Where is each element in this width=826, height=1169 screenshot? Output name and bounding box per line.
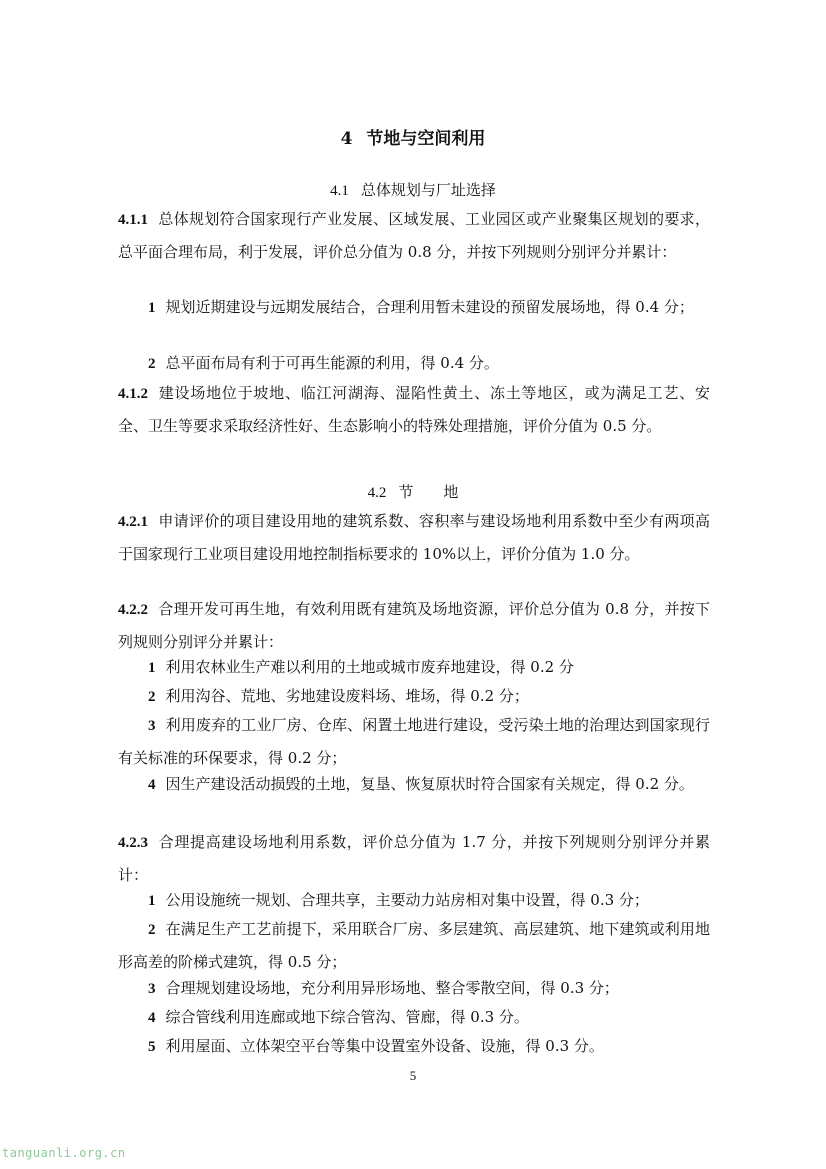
item-text: 规划近期建设与远期发展结合，合理利用暂未建设的预留发展场地，得 0.4 分； xyxy=(165,298,694,316)
item-text: 总平面布局有利于可再生能源的利用，得 0.4 分。 xyxy=(165,354,499,372)
clause-text: 合理开发可再生地，有效利用既有建筑及场地资源，评价总分值为 0.8 分，并按下列规则分别评分并累计： xyxy=(118,600,710,651)
clause-4-2-3-item-3 xyxy=(118,973,710,1006)
clause-number: 4.2.3 xyxy=(118,835,148,851)
item-text: 因生产建设活动损毁的土地，复垦、恢复原状时符合国家有关规定，得 0.2 分。 xyxy=(165,775,694,793)
item-text: 利用废弃的工业厂房、仓库、闲置土地进行建设，受污染土地的治理达到国家现行有关标准的环保要求，得 0.2 分； xyxy=(118,716,710,767)
clause-4-2-3-item-1 xyxy=(118,885,710,918)
chapter-number: 4 xyxy=(340,129,353,149)
section-number: 4.2 xyxy=(367,485,387,501)
item-text: 公用设施统一规划、合理共享，主要动力站房相对集中设置，得 0.3 分； xyxy=(165,891,649,909)
clause-4-2-3-item-4 xyxy=(118,1002,710,1035)
clause-4-2-3-item-2 xyxy=(118,914,710,978)
item-number: 2 xyxy=(148,356,156,372)
item-number: 1 xyxy=(148,300,156,316)
clause-4-2-3 xyxy=(118,827,710,891)
item-number: 5 xyxy=(148,1039,156,1055)
page-number: 5 xyxy=(409,1068,417,1083)
item-text: 合理规划建设场地，充分利用异形场地、整合零散空间，得 0.3 分； xyxy=(165,979,619,997)
section-title: 节 地 xyxy=(398,483,459,501)
chapter-heading xyxy=(0,126,826,152)
clause-4-2-2-item-1 xyxy=(118,652,710,685)
clause-number: 4.2.1 xyxy=(118,514,148,530)
clause-number: 4.1.1 xyxy=(118,212,148,228)
item-text: 利用沟谷、荒地、劣地建设废料场、堆场，得 0.2 分； xyxy=(165,687,529,705)
clause-4-2-3-item-5 xyxy=(118,1031,710,1064)
item-number: 3 xyxy=(148,718,156,734)
section-heading-4-1 xyxy=(0,178,826,203)
clause-4-1-1 xyxy=(118,204,710,268)
clause-text: 合理提高建设场地利用系数，评价总分值为 1.7 分，并按下列规则分别评分并累计： xyxy=(118,833,710,884)
clause-4-2-2-item-3 xyxy=(118,710,710,774)
clause-text: 建设场地位于坡地、临江河湖海、湿陷性黄土、冻土等地区，或为满足工艺、安全、卫生等要求采取经济性好、生态影响小的特殊处理措施，评价分值为 0.5 分。 xyxy=(118,384,710,435)
clause-number: 4.1.2 xyxy=(118,386,148,402)
clause-4-1-1-item-1 xyxy=(118,292,710,325)
clause-4-2-2-item-2 xyxy=(118,681,710,714)
chapter-title: 节地与空间利用 xyxy=(366,129,486,149)
watermark-text: tanguanli.org.cn xyxy=(2,1146,126,1160)
item-number: 2 xyxy=(148,689,156,705)
section-heading-4-2 xyxy=(0,480,826,505)
clause-4-1-1-item-2 xyxy=(118,348,710,381)
clause-text: 申请评价的项目建设用地的建筑系数、容积率与建设场地利用系数中至少有两项高于国家现行工业项目建设用地控制指标要求的 10%以上，评价分值为 1.0 分。 xyxy=(118,512,710,563)
clause-4-2-2-item-4 xyxy=(118,769,710,802)
item-number: 2 xyxy=(148,922,156,938)
item-text: 利用屋面、立体架空平台等集中设置室外设备、设施，得 0.3 分。 xyxy=(165,1037,604,1055)
item-text: 综合管线利用连廊或地下综合管沟、管廊，得 0.3 分。 xyxy=(165,1008,529,1026)
item-number: 1 xyxy=(148,660,156,676)
clause-4-2-1 xyxy=(118,506,710,570)
item-text: 利用农林业生产难以利用的土地或城市废弃地建设，得 0.2 分 xyxy=(165,658,574,676)
clause-number: 4.2.2 xyxy=(118,602,148,618)
item-number: 4 xyxy=(148,777,156,793)
clause-text: 总体规划符合国家现行产业发展、区域发展、工业园区或产业聚集区规划的要求，总平面合理布局，利于发展，评价总分值为 0.8 分，并按下列规则分别评分并累计： xyxy=(118,210,710,261)
section-number: 4.1 xyxy=(330,183,349,199)
item-text: 在满足生产工艺前提下，采用联合厂房、多层建筑、高层建筑、地下建筑或利用地形高差的阶梯式建筑，得 0.5 分； xyxy=(118,920,710,971)
clause-4-2-2 xyxy=(118,594,710,658)
item-number: 3 xyxy=(148,981,156,997)
clause-4-1-2 xyxy=(118,378,710,442)
item-number: 1 xyxy=(148,893,156,909)
item-number: 4 xyxy=(148,1010,156,1026)
section-title: 总体规划与厂址选择 xyxy=(360,181,496,199)
